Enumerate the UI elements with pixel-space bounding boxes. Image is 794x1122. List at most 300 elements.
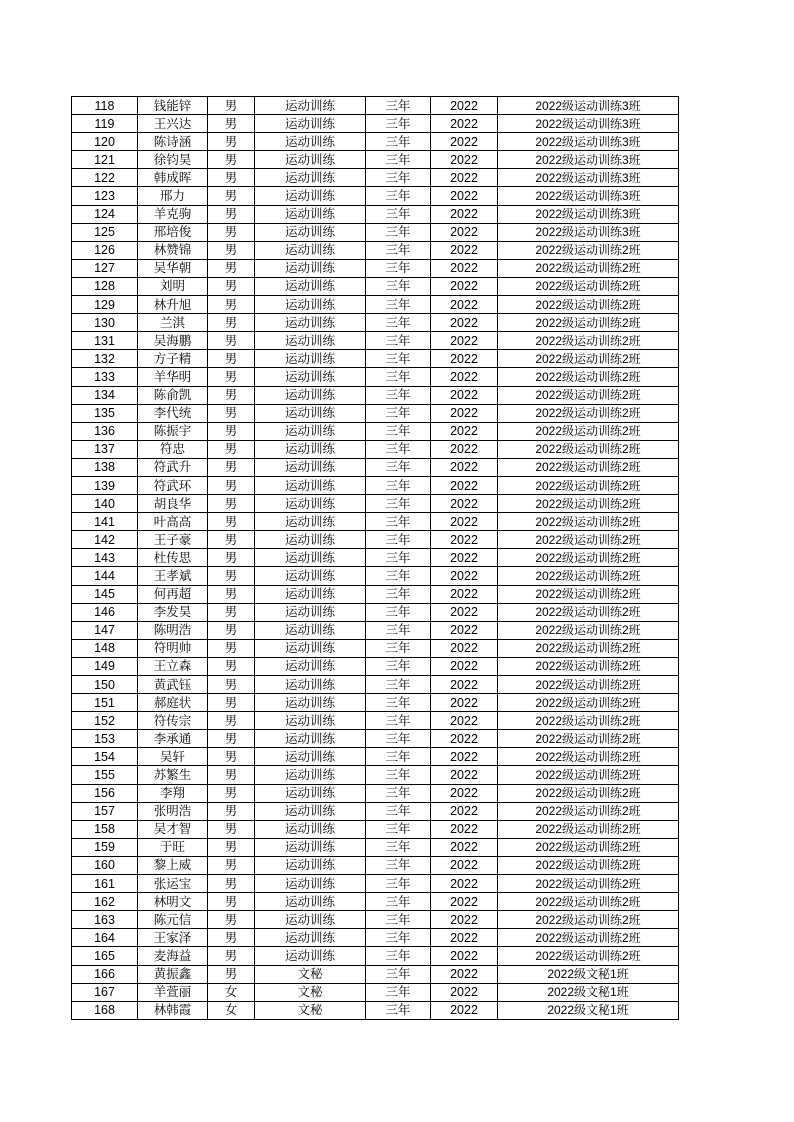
class-name-cell: 2022级文秘1班 xyxy=(498,1001,679,1019)
row-number-cell: 157 xyxy=(72,802,138,820)
table-row xyxy=(72,676,679,694)
class-name-cell: 2022级运动训练2班 xyxy=(498,676,679,694)
table-row xyxy=(72,947,679,965)
major-cell: 运动训练 xyxy=(255,241,366,259)
class-name-cell: 2022级运动训练2班 xyxy=(498,440,679,458)
table-row xyxy=(72,422,679,440)
gender-cell: 男 xyxy=(208,567,255,585)
gender-cell: 女 xyxy=(208,1001,255,1019)
row-number-cell: 118 xyxy=(72,97,138,115)
grade-year-cell: 2022 xyxy=(431,332,498,350)
gender-cell: 男 xyxy=(208,603,255,621)
row-number-cell: 150 xyxy=(72,676,138,694)
class-name-cell: 2022级运动训练2班 xyxy=(498,495,679,513)
row-number-cell: 164 xyxy=(72,929,138,947)
duration-cell: 三年 xyxy=(366,965,431,983)
class-name-cell: 2022级运动训练2班 xyxy=(498,458,679,476)
row-number-cell: 137 xyxy=(72,440,138,458)
student-name-cell: 李代统 xyxy=(138,404,208,422)
class-name-cell: 2022级运动训练2班 xyxy=(498,241,679,259)
grade-year-cell: 2022 xyxy=(431,947,498,965)
major-cell: 运动训练 xyxy=(255,603,366,621)
major-cell: 运动训练 xyxy=(255,712,366,730)
table-row xyxy=(72,603,679,621)
student-name-cell: 邢力 xyxy=(138,187,208,205)
gender-cell: 男 xyxy=(208,223,255,241)
table-row xyxy=(72,277,679,295)
duration-cell: 三年 xyxy=(366,332,431,350)
table-row xyxy=(72,965,679,983)
row-number-cell: 127 xyxy=(72,259,138,277)
class-name-cell: 2022级运动训练2班 xyxy=(498,368,679,386)
grade-year-cell: 2022 xyxy=(431,730,498,748)
duration-cell: 三年 xyxy=(366,639,431,657)
gender-cell: 女 xyxy=(208,983,255,1001)
class-name-cell: 2022级运动训练2班 xyxy=(498,314,679,332)
student-name-cell: 林明文 xyxy=(138,893,208,911)
student-name-cell: 陈俞凯 xyxy=(138,386,208,404)
duration-cell: 三年 xyxy=(366,802,431,820)
student-name-cell: 王孝斌 xyxy=(138,567,208,585)
duration-cell: 三年 xyxy=(366,585,431,603)
gender-cell: 男 xyxy=(208,549,255,567)
gender-cell: 男 xyxy=(208,820,255,838)
major-cell: 运动训练 xyxy=(255,386,366,404)
grade-year-cell: 2022 xyxy=(431,983,498,1001)
grade-year-cell: 2022 xyxy=(431,676,498,694)
gender-cell: 男 xyxy=(208,893,255,911)
gender-cell: 男 xyxy=(208,368,255,386)
gender-cell: 男 xyxy=(208,458,255,476)
gender-cell: 男 xyxy=(208,639,255,657)
student-name-cell: 李翔 xyxy=(138,784,208,802)
duration-cell: 三年 xyxy=(366,676,431,694)
table-row xyxy=(72,1001,679,1019)
table-row xyxy=(72,404,679,422)
student-name-cell: 林韩霞 xyxy=(138,1001,208,1019)
gender-cell: 男 xyxy=(208,440,255,458)
class-name-cell: 2022级运动训练2班 xyxy=(498,567,679,585)
major-cell: 运动训练 xyxy=(255,368,366,386)
student-name-cell: 符武升 xyxy=(138,458,208,476)
table-row xyxy=(72,458,679,476)
gender-cell: 男 xyxy=(208,187,255,205)
gender-cell: 男 xyxy=(208,151,255,169)
grade-year-cell: 2022 xyxy=(431,440,498,458)
duration-cell: 三年 xyxy=(366,784,431,802)
duration-cell: 三年 xyxy=(366,911,431,929)
grade-year-cell: 2022 xyxy=(431,911,498,929)
student-name-cell: 刘明 xyxy=(138,277,208,295)
student-name-cell: 符明帅 xyxy=(138,639,208,657)
major-cell: 运动训练 xyxy=(255,495,366,513)
row-number-cell: 121 xyxy=(72,151,138,169)
table-row xyxy=(72,802,679,820)
row-number-cell: 149 xyxy=(72,657,138,675)
gender-cell: 男 xyxy=(208,404,255,422)
grade-year-cell: 2022 xyxy=(431,259,498,277)
class-name-cell: 2022级运动训练3班 xyxy=(498,133,679,151)
major-cell: 运动训练 xyxy=(255,639,366,657)
gender-cell: 男 xyxy=(208,766,255,784)
duration-cell: 三年 xyxy=(366,241,431,259)
row-number-cell: 128 xyxy=(72,277,138,295)
table-row xyxy=(72,97,679,115)
row-number-cell: 155 xyxy=(72,766,138,784)
major-cell: 运动训练 xyxy=(255,350,366,368)
table-row xyxy=(72,712,679,730)
row-number-cell: 159 xyxy=(72,838,138,856)
table-row xyxy=(72,223,679,241)
row-number-cell: 140 xyxy=(72,495,138,513)
grade-year-cell: 2022 xyxy=(431,694,498,712)
table-row xyxy=(72,838,679,856)
table-row xyxy=(72,332,679,350)
student-name-cell: 吴才智 xyxy=(138,820,208,838)
grade-year-cell: 2022 xyxy=(431,368,498,386)
student-name-cell: 王子豪 xyxy=(138,531,208,549)
major-cell: 运动训练 xyxy=(255,404,366,422)
row-number-cell: 148 xyxy=(72,639,138,657)
duration-cell: 三年 xyxy=(366,893,431,911)
grade-year-cell: 2022 xyxy=(431,965,498,983)
class-name-cell: 2022级运动训练3班 xyxy=(498,115,679,133)
class-name-cell: 2022级运动训练3班 xyxy=(498,97,679,115)
row-number-cell: 151 xyxy=(72,694,138,712)
major-cell: 运动训练 xyxy=(255,476,366,494)
gender-cell: 男 xyxy=(208,929,255,947)
major-cell: 运动训练 xyxy=(255,911,366,929)
gender-cell: 男 xyxy=(208,621,255,639)
major-cell: 运动训练 xyxy=(255,169,366,187)
student-name-cell: 兰淇 xyxy=(138,314,208,332)
grade-year-cell: 2022 xyxy=(431,802,498,820)
student-name-cell: 王立森 xyxy=(138,657,208,675)
table-row xyxy=(72,187,679,205)
table-row xyxy=(72,730,679,748)
duration-cell: 三年 xyxy=(366,350,431,368)
table-row xyxy=(72,856,679,874)
duration-cell: 三年 xyxy=(366,314,431,332)
student-name-cell: 韩成晖 xyxy=(138,169,208,187)
class-name-cell: 2022级运动训练3班 xyxy=(498,151,679,169)
grade-year-cell: 2022 xyxy=(431,476,498,494)
class-name-cell: 2022级运动训练2班 xyxy=(498,929,679,947)
major-cell: 运动训练 xyxy=(255,748,366,766)
class-name-cell: 2022级运动训练2班 xyxy=(498,947,679,965)
table-row xyxy=(72,495,679,513)
row-number-cell: 168 xyxy=(72,1001,138,1019)
class-name-cell: 2022级运动训练3班 xyxy=(498,205,679,223)
gender-cell: 男 xyxy=(208,422,255,440)
table-row xyxy=(72,820,679,838)
table-row xyxy=(72,784,679,802)
table-row xyxy=(72,296,679,314)
table-row xyxy=(72,350,679,368)
grade-year-cell: 2022 xyxy=(431,929,498,947)
student-roster-table xyxy=(71,96,679,1020)
grade-year-cell: 2022 xyxy=(431,151,498,169)
gender-cell: 男 xyxy=(208,856,255,874)
row-number-cell: 160 xyxy=(72,856,138,874)
grade-year-cell: 2022 xyxy=(431,766,498,784)
student-name-cell: 叶高高 xyxy=(138,513,208,531)
table-row xyxy=(72,133,679,151)
row-number-cell: 156 xyxy=(72,784,138,802)
gender-cell: 男 xyxy=(208,838,255,856)
table-row xyxy=(72,621,679,639)
grade-year-cell: 2022 xyxy=(431,187,498,205)
student-name-cell: 何再超 xyxy=(138,585,208,603)
duration-cell: 三年 xyxy=(366,531,431,549)
major-cell: 文秘 xyxy=(255,1001,366,1019)
table-row xyxy=(72,549,679,567)
gender-cell: 男 xyxy=(208,802,255,820)
gender-cell: 男 xyxy=(208,476,255,494)
duration-cell: 三年 xyxy=(366,205,431,223)
gender-cell: 男 xyxy=(208,694,255,712)
grade-year-cell: 2022 xyxy=(431,205,498,223)
student-name-cell: 符武环 xyxy=(138,476,208,494)
row-number-cell: 146 xyxy=(72,603,138,621)
class-name-cell: 2022级运动训练3班 xyxy=(498,187,679,205)
table-row xyxy=(72,911,679,929)
table-row xyxy=(72,115,679,133)
major-cell: 运动训练 xyxy=(255,549,366,567)
duration-cell: 三年 xyxy=(366,386,431,404)
class-name-cell: 2022级运动训练2班 xyxy=(498,856,679,874)
class-name-cell: 2022级运动训练2班 xyxy=(498,277,679,295)
student-name-cell: 黎上威 xyxy=(138,856,208,874)
student-name-cell: 李承通 xyxy=(138,730,208,748)
grade-year-cell: 2022 xyxy=(431,856,498,874)
class-name-cell: 2022级运动训练2班 xyxy=(498,820,679,838)
major-cell: 运动训练 xyxy=(255,151,366,169)
grade-year-cell: 2022 xyxy=(431,820,498,838)
class-name-cell: 2022级运动训练2班 xyxy=(498,838,679,856)
duration-cell: 三年 xyxy=(366,603,431,621)
student-name-cell: 黄武钰 xyxy=(138,676,208,694)
student-name-cell: 羊克驹 xyxy=(138,205,208,223)
row-number-cell: 135 xyxy=(72,404,138,422)
duration-cell: 三年 xyxy=(366,549,431,567)
row-number-cell: 119 xyxy=(72,115,138,133)
row-number-cell: 141 xyxy=(72,513,138,531)
student-name-cell: 徐钧昊 xyxy=(138,151,208,169)
major-cell: 运动训练 xyxy=(255,893,366,911)
major-cell: 运动训练 xyxy=(255,332,366,350)
student-name-cell: 王家泽 xyxy=(138,929,208,947)
grade-year-cell: 2022 xyxy=(431,133,498,151)
major-cell: 运动训练 xyxy=(255,422,366,440)
roster-body xyxy=(72,97,679,1020)
major-cell: 运动训练 xyxy=(255,585,366,603)
gender-cell: 男 xyxy=(208,169,255,187)
class-name-cell: 2022级运动训练2班 xyxy=(498,603,679,621)
gender-cell: 男 xyxy=(208,531,255,549)
grade-year-cell: 2022 xyxy=(431,422,498,440)
duration-cell: 三年 xyxy=(366,838,431,856)
grade-year-cell: 2022 xyxy=(431,223,498,241)
student-name-cell: 杜传思 xyxy=(138,549,208,567)
table-row xyxy=(72,169,679,187)
duration-cell: 三年 xyxy=(366,296,431,314)
major-cell: 运动训练 xyxy=(255,513,366,531)
class-name-cell: 2022级运动训练3班 xyxy=(498,169,679,187)
duration-cell: 三年 xyxy=(366,856,431,874)
duration-cell: 三年 xyxy=(366,115,431,133)
major-cell: 运动训练 xyxy=(255,929,366,947)
table-row xyxy=(72,766,679,784)
grade-year-cell: 2022 xyxy=(431,603,498,621)
row-number-cell: 130 xyxy=(72,314,138,332)
table-row xyxy=(72,151,679,169)
gender-cell: 男 xyxy=(208,676,255,694)
table-row xyxy=(72,440,679,458)
grade-year-cell: 2022 xyxy=(431,657,498,675)
major-cell: 运动训练 xyxy=(255,205,366,223)
duration-cell: 三年 xyxy=(366,1001,431,1019)
class-name-cell: 2022级运动训练2班 xyxy=(498,730,679,748)
row-number-cell: 122 xyxy=(72,169,138,187)
grade-year-cell: 2022 xyxy=(431,784,498,802)
grade-year-cell: 2022 xyxy=(431,549,498,567)
grade-year-cell: 2022 xyxy=(431,513,498,531)
major-cell: 运动训练 xyxy=(255,567,366,585)
table-row xyxy=(72,513,679,531)
grade-year-cell: 2022 xyxy=(431,748,498,766)
student-name-cell: 羊华明 xyxy=(138,368,208,386)
major-cell: 运动训练 xyxy=(255,856,366,874)
class-name-cell: 2022级运动训练2班 xyxy=(498,296,679,314)
major-cell: 运动训练 xyxy=(255,820,366,838)
class-name-cell: 2022级运动训练2班 xyxy=(498,875,679,893)
gender-cell: 男 xyxy=(208,115,255,133)
gender-cell: 男 xyxy=(208,585,255,603)
gender-cell: 男 xyxy=(208,350,255,368)
duration-cell: 三年 xyxy=(366,133,431,151)
gender-cell: 男 xyxy=(208,205,255,223)
student-name-cell: 羊萱丽 xyxy=(138,983,208,1001)
row-number-cell: 144 xyxy=(72,567,138,585)
table-row xyxy=(72,929,679,947)
grade-year-cell: 2022 xyxy=(431,639,498,657)
major-cell: 运动训练 xyxy=(255,676,366,694)
row-number-cell: 154 xyxy=(72,748,138,766)
class-name-cell: 2022级运动训练2班 xyxy=(498,784,679,802)
row-number-cell: 152 xyxy=(72,712,138,730)
class-name-cell: 2022级运动训练2班 xyxy=(498,350,679,368)
table-row xyxy=(72,657,679,675)
grade-year-cell: 2022 xyxy=(431,621,498,639)
gender-cell: 男 xyxy=(208,875,255,893)
duration-cell: 三年 xyxy=(366,422,431,440)
table-row xyxy=(72,314,679,332)
duration-cell: 三年 xyxy=(366,151,431,169)
gender-cell: 男 xyxy=(208,730,255,748)
class-name-cell: 2022级运动训练2班 xyxy=(498,766,679,784)
class-name-cell: 2022级运动训练2班 xyxy=(498,694,679,712)
class-name-cell: 2022级文秘1班 xyxy=(498,965,679,983)
student-name-cell: 方子精 xyxy=(138,350,208,368)
major-cell: 运动训练 xyxy=(255,187,366,205)
duration-cell: 三年 xyxy=(366,458,431,476)
row-number-cell: 131 xyxy=(72,332,138,350)
row-number-cell: 158 xyxy=(72,820,138,838)
duration-cell: 三年 xyxy=(366,259,431,277)
major-cell: 运动训练 xyxy=(255,133,366,151)
duration-cell: 三年 xyxy=(366,277,431,295)
student-name-cell: 吴海鹏 xyxy=(138,332,208,350)
table-row xyxy=(72,368,679,386)
class-name-cell: 2022级运动训练2班 xyxy=(498,259,679,277)
major-cell: 运动训练 xyxy=(255,875,366,893)
student-name-cell: 陈元信 xyxy=(138,911,208,929)
table-row xyxy=(72,875,679,893)
row-number-cell: 162 xyxy=(72,893,138,911)
table-row xyxy=(72,748,679,766)
grade-year-cell: 2022 xyxy=(431,296,498,314)
major-cell: 运动训练 xyxy=(255,730,366,748)
grade-year-cell: 2022 xyxy=(431,838,498,856)
row-number-cell: 133 xyxy=(72,368,138,386)
student-name-cell: 张运宝 xyxy=(138,875,208,893)
student-name-cell: 李发昊 xyxy=(138,603,208,621)
table-row xyxy=(72,205,679,223)
major-cell: 运动训练 xyxy=(255,97,366,115)
student-name-cell: 陈振宇 xyxy=(138,422,208,440)
gender-cell: 男 xyxy=(208,259,255,277)
row-number-cell: 123 xyxy=(72,187,138,205)
grade-year-cell: 2022 xyxy=(431,1001,498,1019)
grade-year-cell: 2022 xyxy=(431,495,498,513)
grade-year-cell: 2022 xyxy=(431,567,498,585)
student-name-cell: 张明浩 xyxy=(138,802,208,820)
gender-cell: 男 xyxy=(208,386,255,404)
duration-cell: 三年 xyxy=(366,187,431,205)
row-number-cell: 129 xyxy=(72,296,138,314)
major-cell: 运动训练 xyxy=(255,223,366,241)
row-number-cell: 142 xyxy=(72,531,138,549)
student-name-cell: 钱能锌 xyxy=(138,97,208,115)
student-name-cell: 王兴达 xyxy=(138,115,208,133)
class-name-cell: 2022级运动训练2班 xyxy=(498,332,679,350)
major-cell: 运动训练 xyxy=(255,531,366,549)
row-number-cell: 167 xyxy=(72,983,138,1001)
gender-cell: 男 xyxy=(208,314,255,332)
row-number-cell: 143 xyxy=(72,549,138,567)
duration-cell: 三年 xyxy=(366,947,431,965)
grade-year-cell: 2022 xyxy=(431,458,498,476)
duration-cell: 三年 xyxy=(366,929,431,947)
grade-year-cell: 2022 xyxy=(431,97,498,115)
grade-year-cell: 2022 xyxy=(431,531,498,549)
table-row xyxy=(72,476,679,494)
row-number-cell: 138 xyxy=(72,458,138,476)
row-number-cell: 132 xyxy=(72,350,138,368)
class-name-cell: 2022级运动训练2班 xyxy=(498,621,679,639)
gender-cell: 男 xyxy=(208,332,255,350)
grade-year-cell: 2022 xyxy=(431,350,498,368)
class-name-cell: 2022级运动训练2班 xyxy=(498,585,679,603)
class-name-cell: 2022级运动训练2班 xyxy=(498,657,679,675)
row-number-cell: 163 xyxy=(72,911,138,929)
duration-cell: 三年 xyxy=(366,97,431,115)
major-cell: 运动训练 xyxy=(255,115,366,133)
duration-cell: 三年 xyxy=(366,730,431,748)
grade-year-cell: 2022 xyxy=(431,585,498,603)
major-cell: 运动训练 xyxy=(255,296,366,314)
